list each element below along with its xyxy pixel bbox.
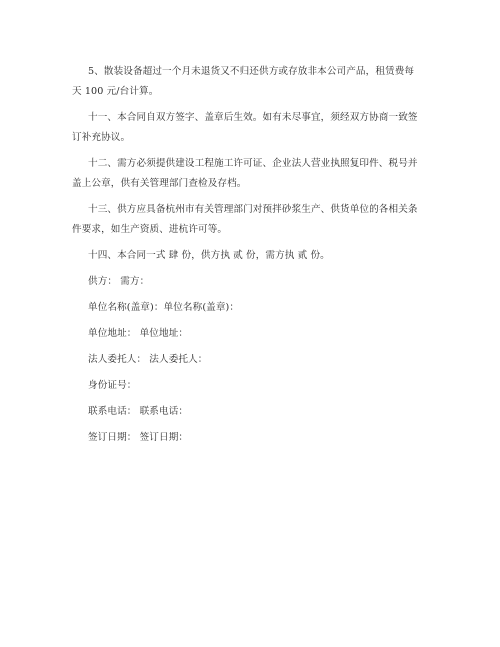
clause-13-line-2: 件要求，如生产资质、进杭许可等。 — [72, 224, 228, 235]
clause-13 — [72, 200, 418, 240]
clause-12 — [72, 154, 418, 194]
phone-field: 联系电话： 联系电话： — [88, 406, 189, 417]
company-address-field: 单位地址： 单位地址： — [88, 328, 189, 339]
company-name-field: 单位名称(盖章)：单位名称(盖章)： — [88, 302, 240, 313]
clause-5-line-2: 天 100 元/台计算。 — [72, 86, 159, 97]
id-number-field: 身份证号： — [88, 380, 137, 391]
clause-13-line-1: 十三、供方应具备杭州市有关管理部门对预拌砂浆生产、供货单位的各相关条 — [88, 204, 418, 215]
clause-14-line-1: 十四、本合同一式 肆 份，供方执 贰 份，需方执 贰 份。 — [88, 250, 330, 261]
clause-12-line-1: 十二、需方必须提供建设工程施工许可证、企业法人营业执照复印件、税号并 — [88, 158, 418, 169]
clause-11-line-2: 订补充协议。 — [72, 132, 131, 143]
clause-5-line-1: 5、散装设备超过一个月未退货又不归还供方或存放非本公司产品，租赁费每 — [88, 66, 415, 77]
contract-body — [72, 62, 418, 454]
clause-11 — [72, 108, 418, 148]
party-labels: 供方： 需方： — [88, 276, 150, 287]
authorized-agent-field: 法人委托人： 法人委托人： — [88, 354, 208, 365]
clause-12-line-2: 盖上公章，供有关管理部门查检及存档。 — [72, 178, 247, 189]
clause-14 — [88, 246, 418, 266]
clause-5 — [72, 62, 418, 102]
sign-date-field: 签订日期： 签订日期： — [88, 432, 189, 443]
clause-11-line-1: 十一、本合同自双方签字、盖章后生效。如有未尽事宜，须经双方协商一致签 — [88, 112, 418, 123]
